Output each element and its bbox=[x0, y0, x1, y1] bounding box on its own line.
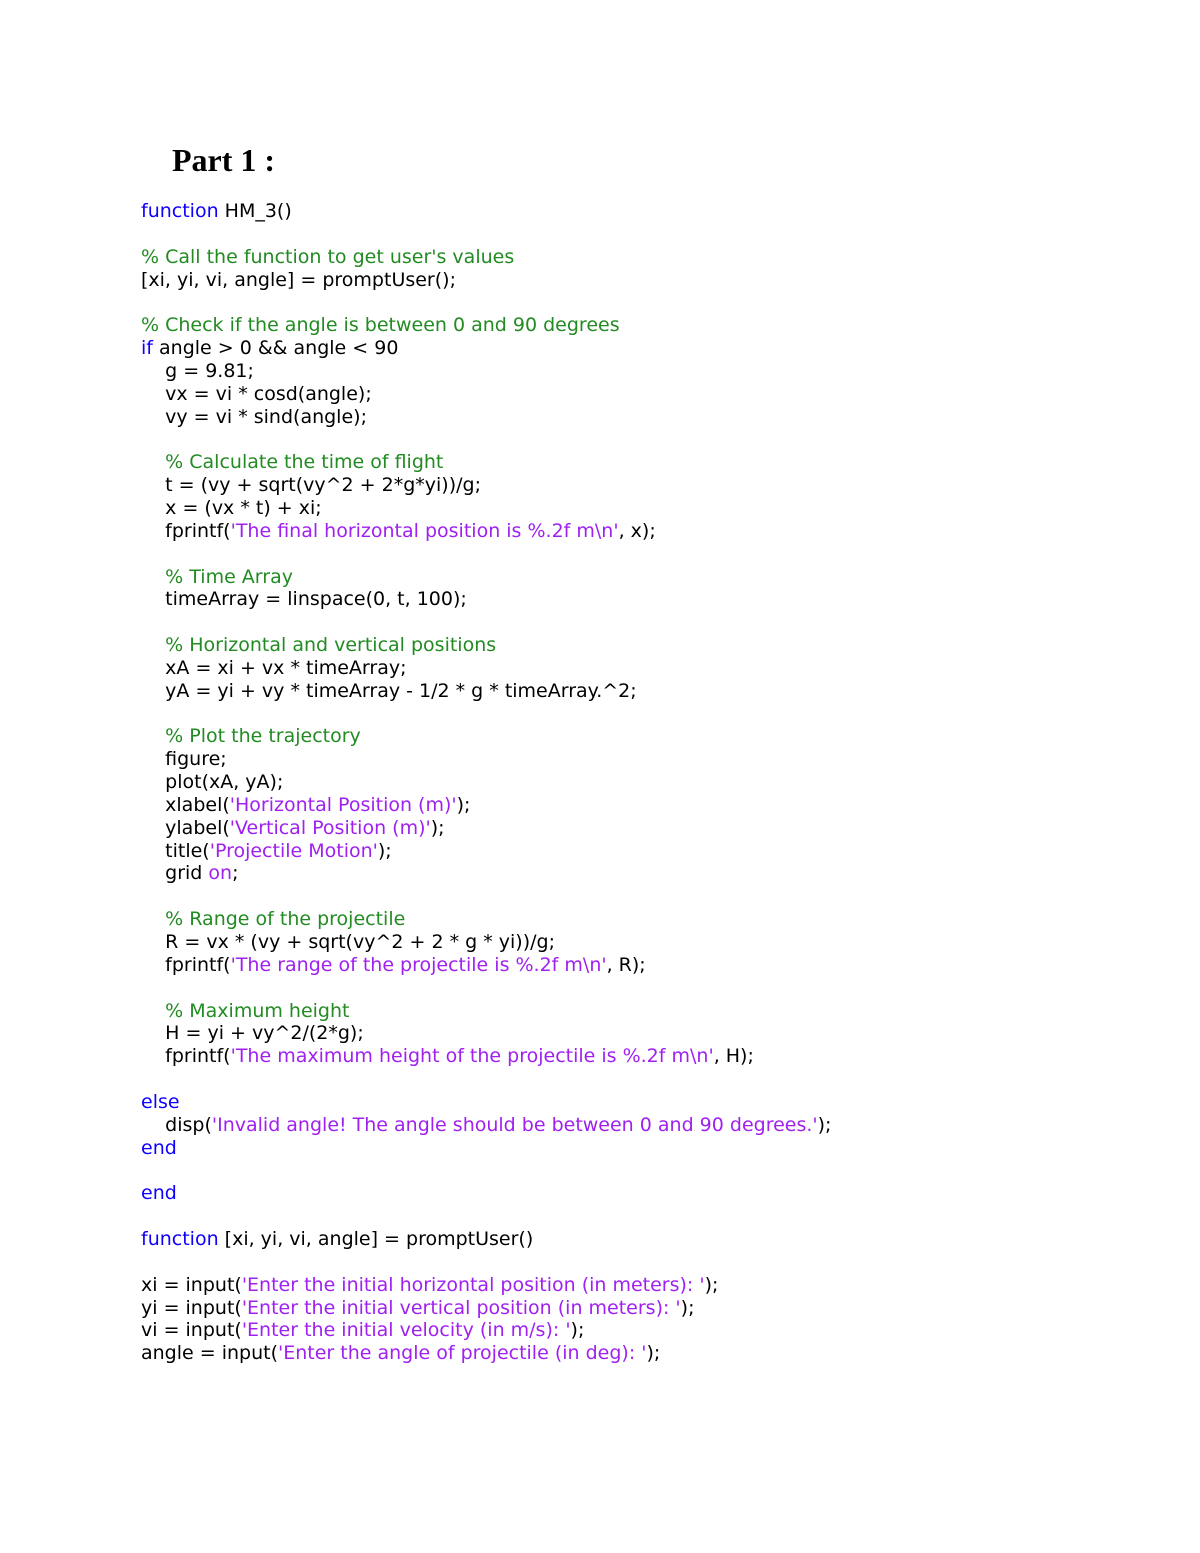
code-token: ; bbox=[232, 862, 239, 885]
code-line bbox=[141, 200, 1161, 223]
code-token: [xi, yi, vi, angle] = promptUser(); bbox=[141, 268, 456, 291]
blank-line bbox=[141, 885, 1161, 908]
code-line bbox=[141, 520, 1161, 543]
string-token: 'The maximum height of the projectile is %.2f m\n' bbox=[230, 1045, 714, 1068]
code-token: ); bbox=[817, 1113, 832, 1136]
string-token: 'Enter the initial velocity (in m/s): ' bbox=[241, 1319, 571, 1342]
code-line bbox=[141, 1091, 1161, 1114]
code-token: ); bbox=[430, 816, 445, 839]
keyword-token: end bbox=[141, 1182, 177, 1205]
code-token: R = vx * (vy + sqrt(vy^2 + 2 * g * yi))/g; bbox=[141, 931, 555, 953]
code-line bbox=[141, 451, 1161, 474]
code-line bbox=[141, 269, 1161, 292]
code-line bbox=[141, 817, 1161, 840]
page-heading: Part 1 : bbox=[172, 142, 276, 178]
comment-token: % Horizontal and vertical positions bbox=[165, 634, 497, 657]
string-token: 'Invalid angle! The angle should be between 0 and 90 degrees.' bbox=[211, 1113, 818, 1136]
code-line bbox=[141, 954, 1161, 977]
comment-token: % Check if the angle is between 0 and 90 degrees bbox=[141, 314, 620, 337]
keyword-token: else bbox=[141, 1090, 180, 1113]
code-token: ); bbox=[704, 1273, 719, 1296]
code-line bbox=[141, 246, 1161, 269]
comment-token: % Time Array bbox=[165, 565, 293, 588]
code-token: yA = yi + vy * timeArray - 1/2 * g * timeArray.^2; bbox=[141, 679, 637, 702]
code-line bbox=[141, 1000, 1161, 1023]
code-line bbox=[141, 1228, 1161, 1251]
code-token: timeArray = linspace(0, t, 100); bbox=[141, 588, 467, 611]
code-token: title( bbox=[141, 839, 210, 862]
comment-token: % Plot the trajectory bbox=[165, 725, 361, 748]
code-token: ); bbox=[377, 839, 392, 862]
code-line bbox=[141, 657, 1161, 680]
code-token bbox=[141, 725, 165, 747]
code-line bbox=[141, 680, 1161, 703]
string-token: 'Vertical Position (m)' bbox=[229, 816, 431, 839]
code-token: , R); bbox=[606, 953, 646, 976]
code-token: vy = vi * sind(angle); bbox=[141, 405, 367, 428]
code-token: xA = xi + vx * timeArray; bbox=[141, 656, 407, 679]
keyword-token: if bbox=[141, 337, 153, 360]
string-token: 'Enter the initial vertical position (in meters): ' bbox=[241, 1296, 681, 1319]
code-token: , x); bbox=[618, 519, 656, 542]
code-token: angle = input( bbox=[141, 1342, 278, 1365]
code-line bbox=[141, 931, 1161, 954]
code-token: xi = input( bbox=[141, 1273, 242, 1296]
blank-line bbox=[141, 611, 1161, 634]
code-token: [xi, yi, vi, angle] = promptUser() bbox=[218, 1227, 534, 1250]
code-token: angle > 0 && angle < 90 bbox=[152, 337, 399, 360]
code-token: fprintf( bbox=[141, 1045, 231, 1068]
code-token: vi = input( bbox=[141, 1319, 242, 1342]
comment-token: % Call the function to get user's values bbox=[141, 245, 515, 268]
string-token: 'Horizontal Position (m)' bbox=[229, 793, 457, 816]
code-token: x = (vx * t) + xi; bbox=[141, 496, 322, 519]
code-line bbox=[141, 1114, 1161, 1137]
code-line bbox=[141, 862, 1161, 885]
keyword-token: function bbox=[141, 200, 219, 222]
code-token bbox=[141, 566, 165, 588]
blank-line bbox=[141, 223, 1161, 246]
code-line bbox=[141, 566, 1161, 589]
code-token: , H); bbox=[713, 1045, 754, 1068]
comment-token: % Calculate the time of flight bbox=[165, 451, 444, 474]
comment-token: % Maximum height bbox=[165, 999, 350, 1022]
code-token: fprintf( bbox=[141, 519, 231, 542]
code-line bbox=[141, 588, 1161, 611]
code-token: figure; bbox=[141, 748, 227, 771]
code-token: g = 9.81; bbox=[141, 359, 254, 382]
code-line bbox=[141, 840, 1161, 863]
code-token: ylabel( bbox=[141, 816, 230, 839]
string-token: on bbox=[208, 862, 233, 885]
code-token bbox=[141, 634, 165, 656]
blank-line bbox=[141, 1068, 1161, 1091]
code-token: vx = vi * cosd(angle); bbox=[141, 382, 372, 405]
code-line bbox=[141, 1297, 1161, 1320]
code-token: t = (vy + sqrt(vy^2 + 2*g*yi))/g; bbox=[141, 474, 481, 497]
code-line bbox=[141, 1045, 1161, 1068]
comment-token: % Range of the projectile bbox=[165, 908, 406, 931]
string-token: 'The range of the projectile is %.2f m\n' bbox=[230, 953, 607, 976]
code-line bbox=[141, 1319, 1161, 1342]
code-line bbox=[141, 406, 1161, 429]
code-listing bbox=[141, 200, 1161, 1365]
blank-line bbox=[141, 1251, 1161, 1274]
code-token bbox=[141, 451, 165, 473]
code-line bbox=[141, 634, 1161, 657]
code-line bbox=[141, 337, 1161, 360]
code-line bbox=[141, 497, 1161, 520]
code-token: disp( bbox=[141, 1113, 212, 1136]
code-line bbox=[141, 1182, 1161, 1205]
code-line bbox=[141, 1137, 1161, 1160]
string-token: 'The final horizontal position is %.2f m\n' bbox=[230, 519, 619, 542]
code-line bbox=[141, 360, 1161, 383]
code-line bbox=[141, 725, 1161, 748]
code-token: ); bbox=[456, 793, 471, 816]
code-token: HM_3() bbox=[218, 200, 292, 222]
code-token: ); bbox=[680, 1296, 695, 1319]
string-token: 'Enter the initial horizontal position (in meters): ' bbox=[241, 1273, 705, 1296]
keyword-token: function bbox=[141, 1227, 219, 1250]
code-line bbox=[141, 383, 1161, 406]
code-token bbox=[141, 1000, 165, 1022]
code-line bbox=[141, 771, 1161, 794]
code-token: ); bbox=[646, 1342, 661, 1365]
code-token: grid bbox=[141, 862, 209, 885]
blank-line bbox=[141, 1205, 1161, 1228]
code-token: yi = input( bbox=[141, 1296, 242, 1319]
code-line bbox=[141, 474, 1161, 497]
blank-line bbox=[141, 977, 1161, 1000]
code-line bbox=[141, 748, 1161, 771]
code-token bbox=[141, 908, 165, 930]
code-line bbox=[141, 1274, 1161, 1297]
code-line bbox=[141, 908, 1161, 931]
code-token: plot(xA, yA); bbox=[141, 771, 284, 794]
string-token: 'Enter the angle of projectile (in deg): ' bbox=[278, 1342, 647, 1365]
code-token: fprintf( bbox=[141, 953, 231, 976]
string-token: 'Projectile Motion' bbox=[209, 839, 378, 862]
code-token: xlabel( bbox=[141, 793, 230, 816]
blank-line bbox=[141, 543, 1161, 566]
code-token: H = yi + vy^2/(2*g); bbox=[141, 1022, 364, 1045]
blank-line bbox=[141, 428, 1161, 451]
blank-line bbox=[141, 1159, 1161, 1182]
code-token: ); bbox=[570, 1319, 585, 1342]
code-line bbox=[141, 1022, 1161, 1045]
code-line bbox=[141, 314, 1161, 337]
blank-line bbox=[141, 703, 1161, 726]
code-line bbox=[141, 794, 1161, 817]
keyword-token: end bbox=[141, 1136, 177, 1159]
blank-line bbox=[141, 291, 1161, 314]
code-line bbox=[141, 1342, 1161, 1365]
